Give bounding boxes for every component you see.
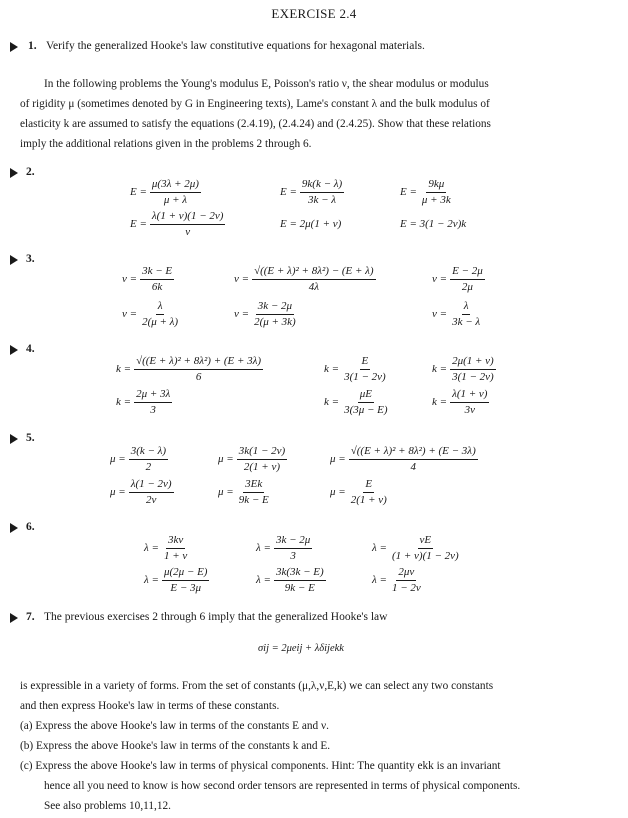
exercise-title: EXERCISE 2.4 — [271, 6, 357, 21]
p5-eq-5: μ = $\frac{3Ek}{9k - E}$ — [218, 478, 269, 507]
p2-eq-6: E = 3(1 − 2ν)k — [400, 218, 467, 230]
problem-7-number: 7. — [26, 611, 35, 623]
intro-line-2: of rigidity μ (sometimes denoted by G in Engineering texts), Lame's constant λ and the bulk modulus of — [20, 98, 490, 110]
problem-5-marker-icon — [10, 434, 18, 444]
p2-eq-5: E = 2μ(1 + ν) — [280, 218, 342, 230]
p4-eq-5: k = $\frac{\mu E}{3(3\mu - E)}$ — [324, 388, 388, 417]
problem-7-text: The previous exercises 2 through 6 imply that the generalized Hooke's law — [44, 611, 388, 623]
problem-4-number: 4. — [26, 343, 35, 355]
problem-6-marker-icon — [10, 523, 18, 533]
p6-eq-5: λ = $\frac{3k(3k - E)}{9k - E}$ — [256, 566, 324, 595]
hookes-law-equation: σij = 2μeij + λδijekk — [258, 643, 344, 654]
p6-eq-2: λ = $\frac{3k - 2\mu}{3}$ — [256, 534, 311, 563]
p2-eq-3: E = $\frac{9k\mu}{\mu + 3k}$ — [400, 178, 451, 207]
problem-7-marker-icon — [10, 613, 18, 623]
p4-eq-4: k = $\frac{2\mu + 3\lambda}{3}$ — [116, 388, 171, 417]
p4-eq-6: k = $\frac{\lambda(1 + \nu)}{3\nu}$ — [432, 388, 488, 417]
p7-body-line-1: is expressible in a variety of forms. From the set of constants (μ,λ,ν,E,k) we can select any two constants — [20, 680, 494, 692]
problem-2-marker-icon — [10, 168, 18, 178]
p3-eq-5: ν = $\frac{3k - 2\mu}{2(\mu + 3k)}$ — [234, 300, 296, 329]
p5-eq-4: μ = $\frac{\lambda(1 - 2\nu)}{2\nu}$ — [110, 478, 172, 507]
intro-line-3: elasticity k are assumed to satisfy the equations (2.4.19), (2.4.24) and (2.4.25). Show that these relations — [20, 118, 491, 130]
p5-eq-6: μ = $\frac{E}{2(1 + \nu)}$ — [330, 478, 387, 507]
intro-line-4: imply the additional relations given in the problems 2 through 6. — [20, 138, 312, 150]
p3-eq-1: ν = $\frac{3k - E}{6k}$ — [122, 265, 173, 294]
p3-eq-2: ν = $\frac{\text{√((E + λ)² + 8λ²) − (E + λ)}}{4\lambda}$ — [234, 265, 374, 294]
problem-3-number: 3. — [26, 253, 35, 265]
problem-2-number: 2. — [26, 166, 35, 178]
p3-eq-6: ν = $\frac{\lambda}{3k - \lambda}$ — [432, 300, 481, 329]
p6-eq-3: λ = $\frac{\nu E}{(1 + \nu)(1 - 2\nu)}$ — [372, 534, 459, 563]
p5-eq-1: μ = $\frac{3(k - \lambda)}{2}$ — [110, 445, 167, 474]
p4-eq-2: k = $\frac{E}{3(1 - 2\nu)}$ — [324, 355, 386, 384]
p7-item-b: (b) Express the above Hooke's law in terms of the constants k and E. — [20, 740, 331, 752]
problem-1-marker-icon — [10, 42, 18, 52]
p2-eq-1: E = $\frac{\mu(3\lambda + 2\mu)}{\mu + \lambda}$ — [130, 178, 199, 207]
p5-eq-2: μ = $\frac{3k(1 - 2\nu)}{2(1 + \nu)}$ — [218, 445, 286, 474]
p7-item-c-line-3: See also problems 10,11,12. — [44, 800, 171, 812]
p3-eq-3: ν = $\frac{E - 2\mu}{2\mu}$ — [432, 265, 483, 294]
p6-eq-4: λ = $\frac{\mu(2\mu - E)}{E - 3\mu}$ — [144, 566, 208, 595]
problem-4-marker-icon — [10, 345, 18, 355]
p4-eq-3: k = $\frac{2\mu(1 + \nu)}{3(1 - 2\nu)}$ — [432, 355, 494, 384]
p2-eq-4: E = $\frac{\lambda(1 + \nu)(1 - 2\nu)}{\nu}$ — [130, 210, 224, 239]
p2-eq-2: E = $\frac{9k(k - \lambda)}{3k - \lambda}$ — [280, 178, 343, 207]
problem-6-number: 6. — [26, 521, 35, 533]
intro-line-1: In the following problems the Young's modulus E, Poisson's ratio ν, the shear modulus or modulus — [44, 78, 489, 90]
p7-item-c-line-1: (c) Express the above Hooke's law in terms of physical components. Hint: The quantity ekk is an invariant — [20, 760, 501, 772]
p6-eq-1: λ = $\frac{3k\nu}{1 + \nu}$ — [144, 534, 188, 563]
problem-5-number: 5. — [26, 432, 35, 444]
p7-body-line-2: and then express Hooke's law in terms of these constants. — [20, 700, 280, 712]
problem-1-text: Verify the generalized Hooke's law constitutive equations for hexagonal materials. — [46, 40, 425, 52]
p6-eq-6: λ = $\frac{2\mu\nu}{1 - 2\nu}$ — [372, 566, 421, 595]
p4-eq-1: k = $\frac{\text{√((E + λ)² + 8λ²) + (E + 3λ)}}{6}$ — [116, 355, 262, 384]
p7-item-c-line-2: hence all you need to know is how second order tensors are represented in terms of physical components. — [44, 780, 521, 792]
problem-3-marker-icon — [10, 255, 18, 265]
p3-eq-4: ν = $\frac{\lambda}{2(\mu + \lambda)}$ — [122, 300, 179, 329]
p7-item-a: (a) Express the above Hooke's law in terms of the constants E and ν. — [20, 720, 329, 732]
problem-1-number: 1. — [28, 40, 37, 52]
p5-eq-3: μ = $\frac{\text{√((E + λ)² + 8λ²) + (E − 3λ)}}{4}$ — [330, 445, 476, 474]
